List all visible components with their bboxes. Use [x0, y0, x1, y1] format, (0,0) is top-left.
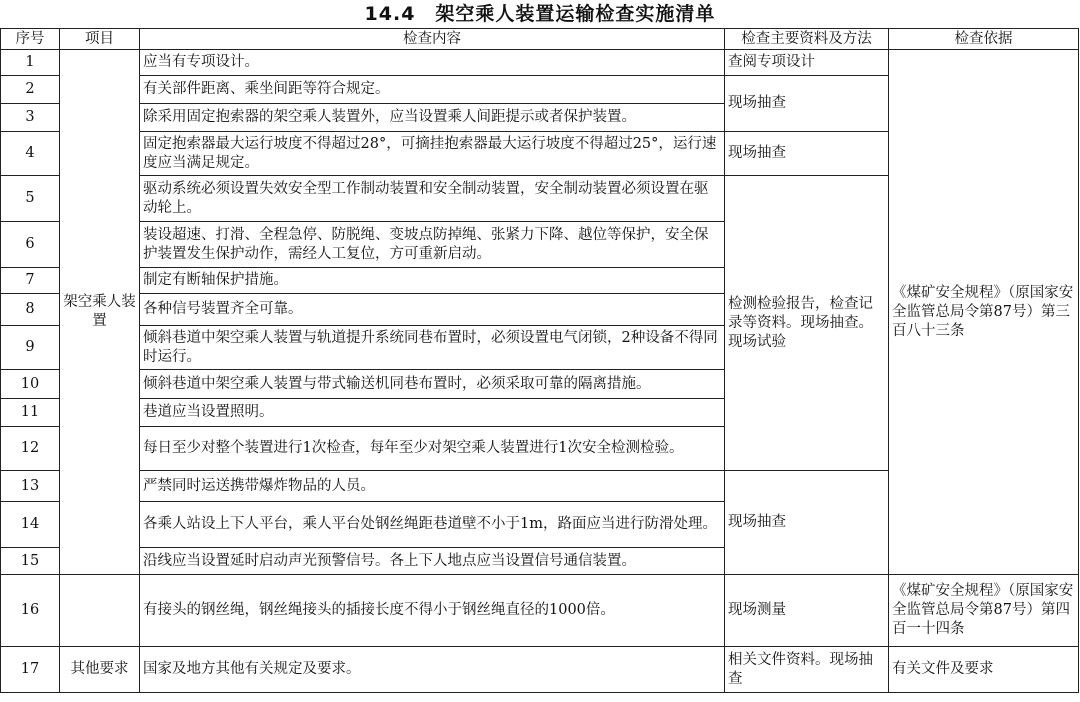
check-content: 倾斜巷道中架空乘人装置与轨道提升系统同巷布置时，必须设置电气闭锁，2种设备不得同时运行。	[140, 326, 725, 370]
check-content: 除采用固定抱索器的架空乘人装置外，应当设置乘人间距提示或者保护装置。	[140, 104, 725, 132]
check-content: 倾斜巷道中架空乘人装置与带式输送机同巷布置时，必须采取可靠的隔离措施。	[140, 370, 725, 399]
item-cell: 架空乘人装置	[60, 50, 140, 575]
header-item: 项目	[60, 29, 140, 50]
basis-cell: 《煤矿安全规程》（原国家安全监管总局令第87号）第四百一十四条	[889, 575, 1079, 647]
table-row	[1, 647, 1079, 693]
row-number: 6	[1, 222, 60, 268]
basis-cell: 有关文件及要求	[889, 647, 1079, 693]
row-number: 10	[1, 370, 60, 399]
method-cell: 现场抽查	[725, 132, 889, 176]
row-number: 12	[1, 427, 60, 471]
checklist-table	[0, 28, 1079, 693]
method-cell: 现场测量	[725, 575, 889, 647]
item-cell: 其他要求	[60, 647, 140, 693]
row-number: 2	[1, 76, 60, 104]
check-content: 巷道应当设置照明。	[140, 399, 725, 427]
check-content: 应当有专项设计。	[140, 50, 725, 76]
item-cell	[60, 575, 140, 647]
header-no: 序号	[1, 29, 60, 50]
document-title: 14.4 架空乘人装置运输检查实施清单	[364, 3, 716, 25]
header-content: 检查内容	[140, 29, 725, 50]
check-content: 国家及地方其他有关规定及要求。	[140, 647, 725, 693]
method-cell: 检测检验报告，检查记录等资料。现场抽查。现场试验	[725, 176, 889, 471]
check-content: 各种信号装置齐全可靠。	[140, 294, 725, 326]
basis-cell: 《煤矿安全规程》（原国家安全监管总局令第87号）第三百八十三条	[889, 50, 1079, 575]
row-number: 5	[1, 176, 60, 222]
method-cell: 相关文件资料。现场抽查	[725, 647, 889, 693]
header-method: 检查主要资料及方法	[725, 29, 889, 50]
check-content: 固定抱索器最大运行坡度不得超过28°，可摘挂抱索器最大运行坡度不得超过25°，运行速度应当满足规定。	[140, 132, 725, 176]
check-content: 沿线应当设置延时启动声光预警信号。各上下人地点应当设置信号通信装置。	[140, 548, 725, 575]
row-number: 17	[1, 647, 60, 693]
row-number: 7	[1, 268, 60, 294]
table-row	[1, 50, 1079, 76]
row-number: 3	[1, 104, 60, 132]
check-content: 各乘人站设上下人平台，乘人平台处钢丝绳距巷道壁不小于1m，路面应当进行防滑处理。	[140, 502, 725, 548]
method-cell: 查阅专项设计	[725, 50, 889, 76]
row-number: 11	[1, 399, 60, 427]
check-content: 制定有断轴保护措施。	[140, 268, 725, 294]
row-number: 15	[1, 548, 60, 575]
row-number: 1	[1, 50, 60, 76]
row-number: 16	[1, 575, 60, 647]
method-cell: 现场抽查	[725, 471, 889, 575]
check-content: 有接头的钢丝绳，钢丝绳接头的插接长度不得小于钢丝绳直径的1000倍。	[140, 575, 725, 647]
row-number: 9	[1, 326, 60, 370]
method-cell: 现场抽查	[725, 76, 889, 132]
row-number: 8	[1, 294, 60, 326]
check-content: 有关部件距离、乘坐间距等符合规定。	[140, 76, 725, 104]
check-content: 驱动系统必须设置失效安全型工作制动装置和安全制动装置，安全制动装置必须设置在驱动轮上。	[140, 176, 725, 222]
header-basis: 检查依据	[889, 29, 1079, 50]
table-header-row	[1, 29, 1079, 50]
table-row	[1, 575, 1079, 647]
row-number: 13	[1, 471, 60, 502]
row-number: 4	[1, 132, 60, 176]
check-content: 每日至少对整个装置进行1次检查，每年至少对架空乘人装置进行1次安全检测检验。	[140, 427, 725, 471]
check-content: 严禁同时运送携带爆炸物品的人员。	[140, 471, 725, 502]
row-number: 14	[1, 502, 60, 548]
check-content: 装设超速、打滑、全程急停、防脱绳、变坡点防掉绳、张紧力下降、越位等保护，安全保护装置发生保护动作，需经人工复位，方可重新启动。	[140, 222, 725, 268]
